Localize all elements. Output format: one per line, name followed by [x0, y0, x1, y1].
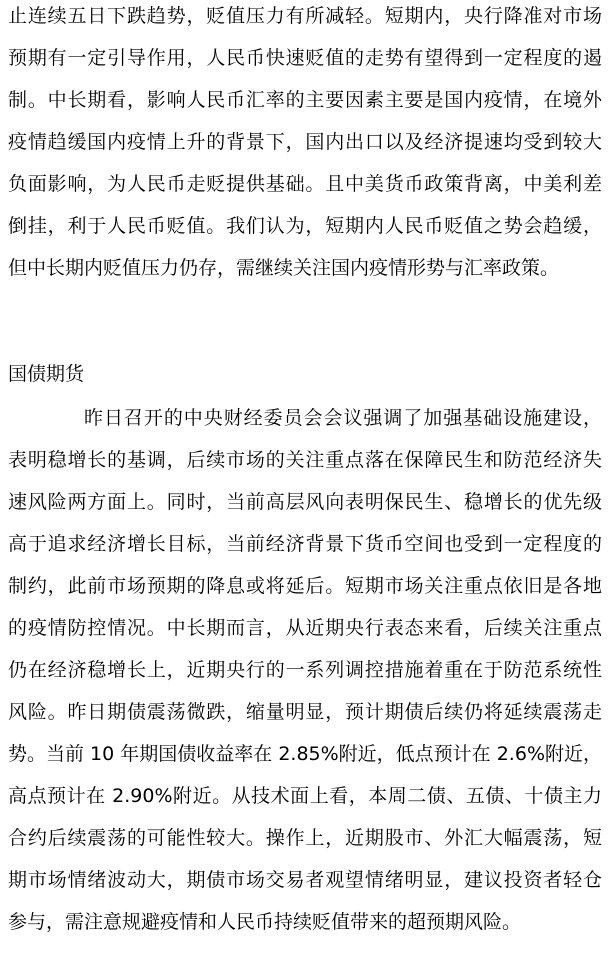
paragraph-line: 高于追求经济增长目标，当前经济背景下货币空间也受到一定程度的	[8, 533, 602, 555]
paragraph-line: 昨日召开的中央财经委员会会议强调了加强基础设施建设，	[84, 407, 602, 429]
paragraph-line: 负面影响，为人民币走贬提供基础。且中美货币政策背离，中美利差	[8, 173, 602, 195]
paragraph-line: 风险。昨日期债震荡微跌，缩量明显，预计期债后续仍将延续震荡走	[8, 701, 602, 723]
paragraph-line: 参与，需注意规避疫情和人民币持续贬值带来的超预期风险。	[8, 911, 522, 933]
paragraph-line: 仍在经济稳增长上，近期央行的一系列调控措施着重在于防范系统性	[8, 659, 602, 681]
paragraph-line: 制约，此前市场预期的降息或将延后。短期市场关注重点依旧是各地	[8, 575, 602, 597]
paragraph-line: 倒挂，利于人民币贬值。我们认为，短期内人民币贬值之势会趋缓，	[8, 215, 602, 237]
paragraph-line: 的疫情防控情况。中长期而言，从近期央行表态来看，后续关注重点	[8, 617, 602, 639]
paragraph-line: 速风险两方面上。同时，当前高层风向表明保民生、稳增长的优先级	[8, 491, 602, 513]
paragraph-line: 疫情趋缓国内疫情上升的背景下，国内出口以及经济提速均受到较大	[8, 131, 602, 153]
paragraph-line: 止连续五日下跌趋势，贬值压力有所减轻。短期内，央行降准对市场	[8, 5, 602, 27]
paragraph-line: 合约后续震荡的可能性较大。操作上，近期股市、外汇大幅震荡，短	[8, 827, 602, 849]
section-heading: 国债期货	[8, 363, 85, 385]
paragraph-line: 制。中长期看，影响人民币汇率的主要因素主要是国内疫情，在境外	[8, 89, 602, 111]
paragraph-line: 势。当前 10 年期国债收益率在 2.85%附近，低点预计在 2.6%附近，	[8, 743, 602, 765]
paragraph-line: 期市场情绪波动大，期债市场交易者观望情绪明显，建议投资者轻仓	[8, 869, 602, 891]
paragraph-line: 表明稳增长的基调，后续市场的关注重点落在保障民生和防范经济失	[8, 449, 602, 471]
paragraph-line: 预期有一定引导作用，人民币快速贬值的走势有望得到一定程度的遏	[8, 47, 602, 69]
paragraph-line: 高点预计在 2.90%附近。从技术面上看，本周二债、五债、十债主力	[8, 785, 602, 807]
paragraph-line: 但中长期内贬值压力仍存，需继续关注国内疫情形势与汇率政策。	[8, 257, 560, 279]
